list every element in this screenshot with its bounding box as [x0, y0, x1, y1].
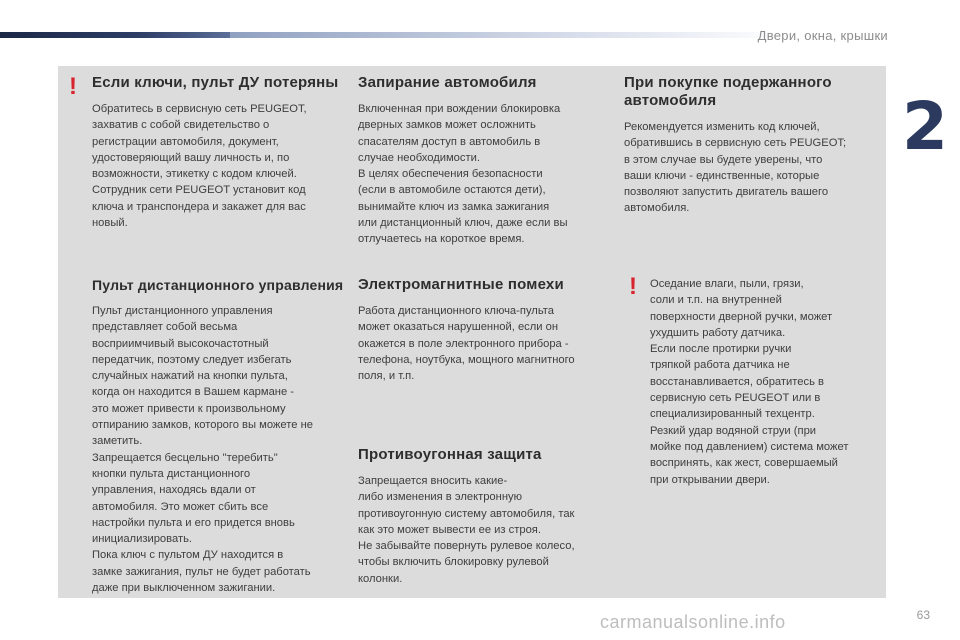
locking-title: Запирание автомобиля — [358, 74, 537, 91]
page-number: 63 — [916, 608, 930, 622]
warning-icon: ! — [629, 273, 637, 300]
chapter-number: 2 — [902, 88, 948, 165]
lost-keys-title: Если ключи, пульт ДУ потеряны — [92, 74, 339, 91]
used-car-text: Рекомендуется изменить код ключей, обратившись в сервисную сеть PEUGEOT; в этом случае вы будете уверены, что ваши ключи - единственные, которые позволяют запустить двигатель вашего автомобиля. — [624, 121, 847, 215]
content-panel — [58, 66, 886, 598]
locking-text: Включенная при вождении блокировка дверных замков может осложнить спасателям доступ в автомобиль в случае необходимости. В целях обеспечения безопасности (если в автомобиле остаются дети), вынимайте ключ из замка зажигания или дистанционный ключ, даже если вы отлучаетесь на короткое время. — [358, 103, 568, 246]
section-lost-keys — [92, 74, 347, 231]
section-antitheft — [358, 446, 608, 587]
watermark: carmanualsonline.info — [600, 612, 786, 632]
section-remote — [92, 276, 347, 596]
antitheft-title: Противоугонная защита — [358, 446, 542, 463]
header-bar-light — [230, 32, 790, 38]
antitheft-text: Запрещается вносить какие- либо изменения в электронную противоугонную систему автомобиля, так как это может вывести ее из строя. Не забывайте повернуть рулевое колесо, чтобы включить блокировку рулевой колонки. — [358, 475, 575, 585]
remote-title: Пульт дистанционного управления — [92, 277, 344, 293]
chapter-title: Двери, окна, крышки — [757, 28, 888, 43]
lost-keys-text: Обратитесь в сервисную сеть PEUGEOT, захватив с собой свидетельство о регистрации автомобиля, документ, удостоверяющий вашу личность и, по возможности, этикетку с кодом ключей. Сотрудник сети PEUGEOT установит код ключа и транспондера и закажет для вас новый. — [92, 103, 307, 230]
header-bar-dark — [0, 32, 230, 38]
interference-text: Работа дистанционного ключа-пульта может оказаться нарушенной, если он окажется в поле электронного прибора - телефона, ноутбука, мощного магнитного поля, и т.п. — [358, 305, 575, 383]
used-car-title: При покупке подержанного автомобиля — [624, 74, 832, 109]
remote-text: Пульт дистанционного управления представляет собой весьма восприимчивый высокочастотный передатчик, поэтому следует избегать случайных нажатий на кнопки пульта, когда он находится в Вашем кармане - это может привести к произвольному отпиранию замков, которого вы можете не заметить. Запрещается бесцельно "теребить" кнопки пульта дистанционного управления, находясь вдали от автомобиля. Это может сбить все настройки пульта и его придется вновь инициализировать. Пока ключ с пультом ДУ находится в замке зажигания, пульт не будет работать даже при выключенном зажигании. — [92, 305, 313, 595]
section-locking — [358, 74, 608, 248]
section-used-car — [624, 74, 879, 217]
section-interference — [358, 276, 608, 384]
interference-title: Электромагнитные помехи — [358, 276, 564, 293]
section-moisture — [650, 276, 882, 488]
warning-icon: ! — [69, 73, 77, 100]
moisture-text: Оседание влаги, пыли, грязи, соли и т.п. на внутренней поверхности дверной ручки, может ухудшить работу датчика. Если после протирки ручки тряпкой работа датчика не восстанавливается, обратитесь в сервисную сеть PEUGEOT или в специализированный техцентр. Резкий удар водяной струи (при мойке под давлением) система может воспринять, как жест, совершаемый при открывании двери. — [650, 278, 849, 486]
